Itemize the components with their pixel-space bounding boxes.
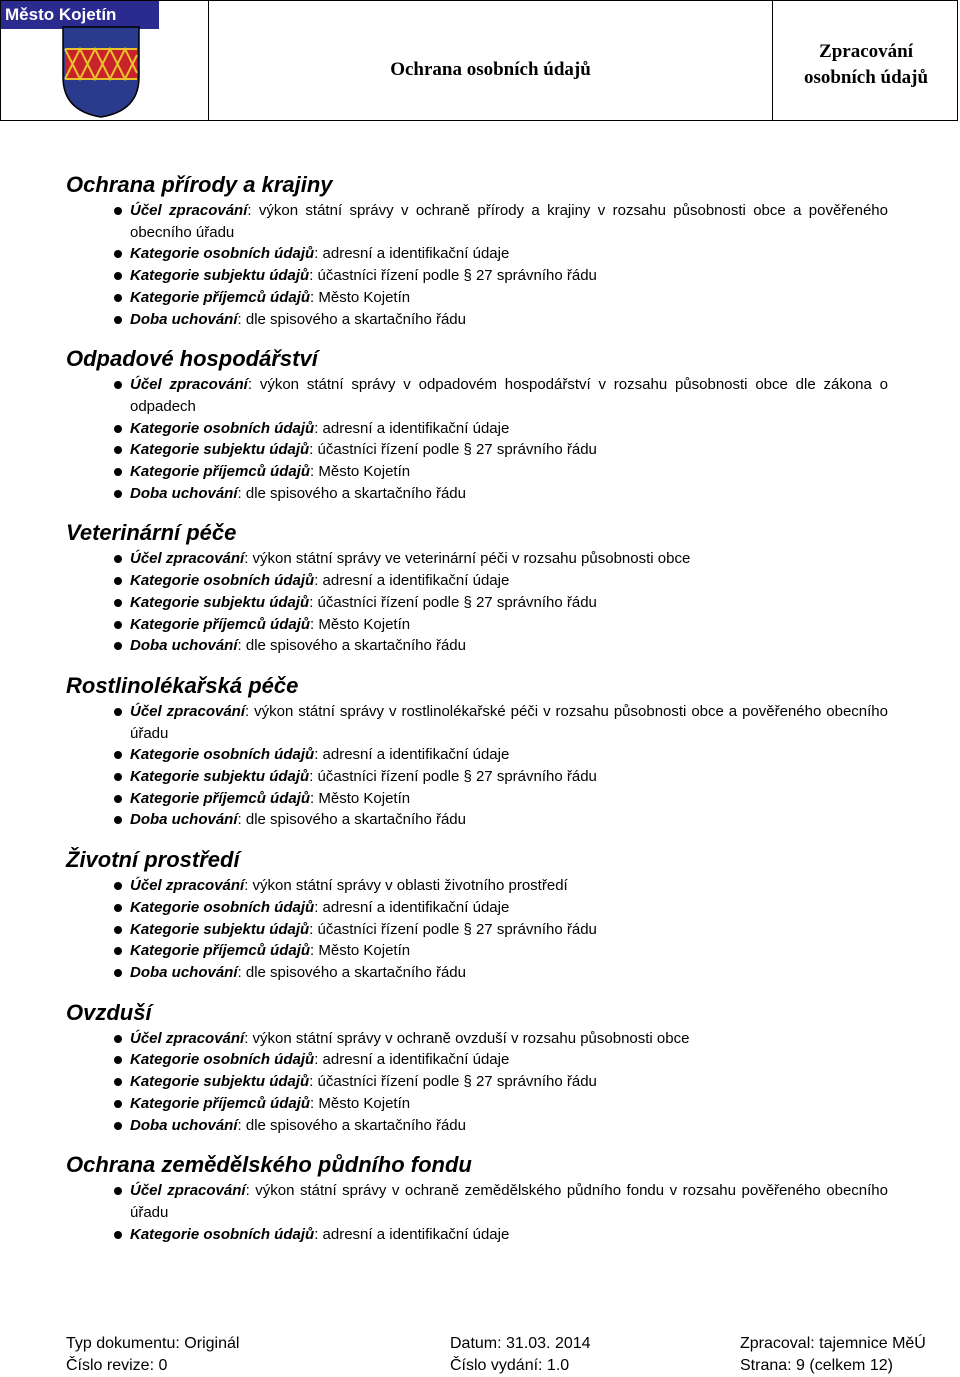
document-footer <box>66 1333 952 1377</box>
document-title: Ochrana osobních údajů <box>390 59 591 80</box>
label-data-category: Kategorie osobních údajů <box>130 572 315 590</box>
label-data-category: Kategorie osobních údajů <box>130 1051 315 1069</box>
item-data-category <box>66 243 888 265</box>
item-subject-category <box>66 439 888 461</box>
label-recipient-category: Kategorie příjemců údajů <box>130 789 311 807</box>
item-data-category <box>66 897 888 919</box>
value-purpose: : výkon státní správy v rostlinolékařské péči v rozsahu působnosti obce a pověřeného obecního úřadu <box>130 702 888 742</box>
item-data-category <box>66 570 888 592</box>
header-topic-cell <box>773 1 959 120</box>
label-retention: Doba uchování <box>130 637 238 655</box>
value-data-category: : adresní a identifikační údaje <box>314 245 510 263</box>
item-data-category <box>66 1224 888 1246</box>
item-purpose <box>66 1180 888 1223</box>
label-subject-category: Kategorie subjektu údajů <box>130 768 310 786</box>
item-data-category <box>66 1049 888 1071</box>
label-data-category: Kategorie osobních údajů <box>130 1225 315 1243</box>
label-subject-category: Kategorie subjektu údajů <box>130 593 310 611</box>
label-retention: Doba uchování <box>130 484 238 502</box>
section-items <box>66 200 888 330</box>
item-retention <box>66 1115 888 1137</box>
town-crest-icon <box>61 25 141 119</box>
item-subject-category <box>66 592 888 614</box>
item-retention <box>66 809 888 831</box>
section-environment <box>66 845 888 984</box>
value-retention: : dle spisového a skartačního řádu <box>237 1116 466 1134</box>
document-topic <box>773 39 959 91</box>
value-recipient-category: : Město Kojetín <box>310 288 411 306</box>
value-purpose: : výkon státní správy v oblasti životního prostředí <box>244 877 568 895</box>
value-purpose: : výkon státní správy ve veterinární péči v rozsahu působnosti obce <box>244 550 691 568</box>
value-data-category: : adresní a identifikační údaje <box>314 898 510 916</box>
value-subject-category: : účastníci řízení podle § 27 správního řádu <box>309 267 597 285</box>
value-subject-category: : účastníci řízení podle § 27 správního řádu <box>309 768 597 786</box>
footer-row-1 <box>66 1333 952 1355</box>
label-recipient-category: Kategorie příjemců údajů <box>130 288 311 306</box>
value-subject-category: : účastníci řízení podle § 27 správního řádu <box>309 441 597 459</box>
value-recipient-category: : Město Kojetín <box>310 942 411 960</box>
section-agricultural-land-protection <box>66 1150 888 1245</box>
value-recipient-category: : Město Kojetín <box>310 789 411 807</box>
value-recipient-category: : Město Kojetín <box>310 463 411 481</box>
section-waste-management <box>66 344 888 504</box>
value-retention: : dle spisového a skartačního řádu <box>237 811 466 829</box>
item-retention <box>66 962 888 984</box>
header-title-cell <box>209 1 773 120</box>
item-subject-category <box>66 265 888 287</box>
item-recipient-category <box>66 614 888 636</box>
value-subject-category: : účastníci řízení podle § 27 správního řádu <box>309 1073 597 1091</box>
item-purpose <box>66 548 888 570</box>
value-recipient-category: : Město Kojetín <box>310 615 411 633</box>
section-title: Životní prostředí <box>66 847 240 873</box>
document-topic-line1: Zpracování <box>819 41 913 62</box>
value-purpose: : výkon státní správy v ochraně přírody a krajiny v rozsahu působnosti obce a pověřeného obecního úřadu <box>130 202 888 241</box>
footer-date: Datum: 31.03. 2014 <box>450 1335 591 1352</box>
label-purpose: Účel zpracování <box>130 202 248 219</box>
value-data-category: : adresní a identifikační údaje <box>314 746 510 764</box>
item-retention <box>66 483 888 505</box>
section-title: Ovzduší <box>66 999 152 1025</box>
section-items <box>66 374 888 504</box>
label-subject-category: Kategorie subjektu údajů <box>130 267 310 285</box>
value-data-category: : adresní a identifikační údaje <box>314 1051 510 1069</box>
footer-revision: Číslo revize: 0 <box>66 1357 168 1374</box>
label-purpose: Účel zpracování <box>130 550 245 568</box>
item-purpose <box>66 200 888 243</box>
section-title: Ochrana přírody a krajiny <box>66 172 333 197</box>
item-recipient-category <box>66 461 888 483</box>
item-retention <box>66 309 888 331</box>
value-subject-category: : účastníci řízení podle § 27 správního řádu <box>309 593 597 611</box>
section-title: Veterinární péče <box>66 520 237 546</box>
label-retention: Doba uchování <box>130 811 238 829</box>
value-retention: : dle spisového a skartačního řádu <box>237 484 466 502</box>
label-purpose: Účel zpracování <box>130 1182 246 1200</box>
document-header <box>0 0 958 121</box>
label-recipient-category: Kategorie příjemců údajů <box>130 615 311 633</box>
item-recipient-category <box>66 940 888 962</box>
section-title: Rostlinolékařská péče <box>66 672 299 698</box>
section-title: Ochrana zemědělského půdního fondu <box>66 1152 472 1178</box>
item-retention <box>66 635 888 657</box>
section-items <box>66 1180 888 1245</box>
label-purpose: Účel zpracování <box>130 1029 245 1047</box>
section-items <box>66 875 888 984</box>
label-purpose: Účel zpracování <box>130 702 245 720</box>
item-recipient-category <box>66 788 888 810</box>
label-retention: Doba uchování <box>130 963 238 981</box>
label-subject-category: Kategorie subjektu údajů <box>130 441 310 459</box>
value-subject-category: : účastníci řízení podle § 27 správního řádu <box>309 920 597 938</box>
section-air <box>66 998 888 1137</box>
section-phytosanitary-care <box>66 671 888 831</box>
label-data-category: Kategorie osobních údajů <box>130 245 315 263</box>
item-subject-category <box>66 1071 888 1093</box>
item-subject-category <box>66 766 888 788</box>
section-nature-protection <box>66 170 888 330</box>
label-purpose: Účel zpracování <box>130 376 248 394</box>
value-data-category: : adresní a identifikační údaje <box>314 1225 510 1243</box>
footer-issue: Číslo vydání: 1.0 <box>450 1357 570 1374</box>
value-purpose: : výkon státní správy v ochraně zemědělského půdního fondu v rozsahu pověřeného obecního úřadu <box>130 1182 888 1221</box>
value-retention: : dle spisového a skartačního řádu <box>237 637 466 655</box>
section-veterinary-care <box>66 518 888 657</box>
item-subject-category <box>66 919 888 941</box>
header-logo-cell <box>1 1 209 120</box>
value-recipient-category: : Město Kojetín <box>310 1094 411 1112</box>
item-purpose <box>66 875 888 897</box>
value-purpose: : výkon státní správy v ochraně ovzduší v rozsahu působnosti obce <box>244 1029 690 1047</box>
label-data-category: Kategorie osobních údajů <box>130 419 315 437</box>
item-recipient-category <box>66 287 888 309</box>
value-retention: : dle spisového a skartačního řádu <box>237 963 466 981</box>
footer-processed-by: Zpracoval: tajemnice MěÚ <box>740 1335 926 1352</box>
item-data-category <box>66 744 888 766</box>
label-subject-category: Kategorie subjektu údajů <box>130 920 310 938</box>
label-data-category: Kategorie osobních údajů <box>130 898 315 916</box>
item-data-category <box>66 418 888 440</box>
item-purpose <box>66 374 888 417</box>
label-purpose: Účel zpracování <box>130 877 245 895</box>
value-data-category: : adresní a identifikační údaje <box>314 572 510 590</box>
document-body <box>66 170 888 1259</box>
section-title: Odpadové hospodářství <box>66 346 318 372</box>
section-items <box>66 548 888 657</box>
label-recipient-category: Kategorie příjemců údajů <box>130 463 311 481</box>
label-recipient-category: Kategorie příjemců údajů <box>130 942 311 960</box>
section-items <box>66 701 888 831</box>
label-subject-category: Kategorie subjektu údajů <box>130 1073 310 1091</box>
label-recipient-category: Kategorie příjemců údajů <box>130 1094 311 1112</box>
section-items <box>66 1028 888 1137</box>
label-retention: Doba uchování <box>130 1116 238 1134</box>
value-data-category: : adresní a identifikační údaje <box>314 419 510 437</box>
town-name-banner: Město Kojetín <box>1 1 159 29</box>
value-purpose: : výkon státní správy v odpadovém hospodářství v rozsahu působnosti obce dle zákona o odpadech <box>130 376 888 415</box>
footer-doc-type: Typ dokumentu: Originál <box>66 1335 240 1352</box>
item-recipient-category <box>66 1093 888 1115</box>
footer-row-2 <box>66 1355 952 1377</box>
document-topic-line2: osobních údajů <box>803 67 929 88</box>
footer-page: Strana: 9 (celkem 12) <box>740 1357 893 1374</box>
label-retention: Doba uchování <box>130 310 238 328</box>
item-purpose <box>66 701 888 744</box>
item-purpose <box>66 1028 888 1050</box>
value-retention: : dle spisového a skartačního řádu <box>237 310 466 328</box>
label-data-category: Kategorie osobních údajů <box>130 746 315 764</box>
